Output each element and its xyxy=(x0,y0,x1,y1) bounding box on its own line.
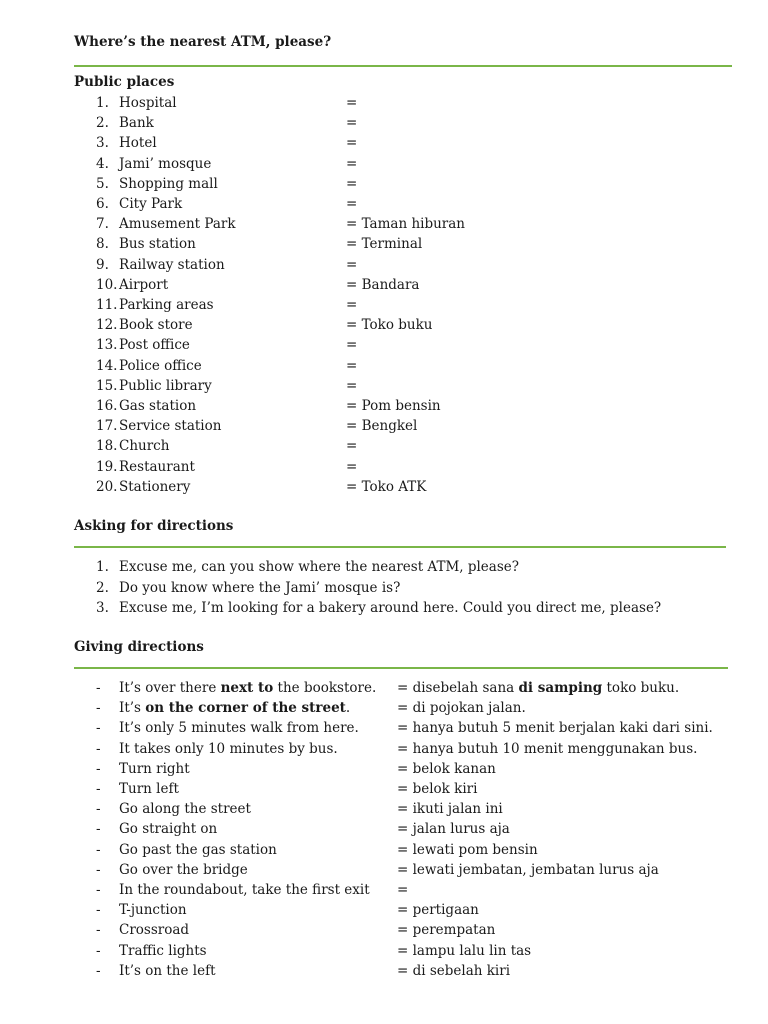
direction-english xyxy=(119,739,338,759)
text-segment: = hanya butuh 10 menit menggunakan bus. xyxy=(397,740,698,757)
direction-row xyxy=(0,880,768,900)
text-segment: = perempatan xyxy=(397,922,496,939)
place-row xyxy=(0,214,768,234)
direction-english xyxy=(119,900,187,920)
place-meaning: = xyxy=(346,337,358,354)
place-meaning: = Terminal xyxy=(346,236,423,253)
place-row xyxy=(0,194,768,214)
bullet-dash: - xyxy=(96,882,101,898)
place-row xyxy=(0,477,768,497)
direction-indonesian xyxy=(397,900,479,920)
giving-heading: Giving directions xyxy=(74,639,204,655)
place-number: 3. xyxy=(96,135,109,152)
place-number: 5. xyxy=(96,175,109,192)
place-row xyxy=(0,356,768,376)
text-segment: = di pojokan jalan. xyxy=(397,700,526,717)
place-meaning: = xyxy=(346,377,358,394)
page-title: Where’s the nearest ATM, please? xyxy=(74,34,332,50)
text-segment: Go over the bridge xyxy=(119,861,248,878)
direction-row xyxy=(0,819,768,839)
direction-row xyxy=(0,779,768,799)
asking-row xyxy=(0,578,768,598)
text-segment: Go along the street xyxy=(119,801,251,818)
place-term: Railway station xyxy=(119,256,225,273)
place-row xyxy=(0,174,768,194)
place-meaning: = xyxy=(346,357,358,374)
giving-divider xyxy=(74,667,728,669)
direction-english xyxy=(119,759,190,779)
place-term: Police office xyxy=(119,357,202,374)
bullet-dash: - xyxy=(96,740,101,757)
place-term: Post office xyxy=(119,337,190,354)
text-segment: = xyxy=(397,882,409,898)
place-number: 10. xyxy=(96,276,118,293)
bullet-dash: - xyxy=(96,821,101,838)
public-places-heading: Public places xyxy=(74,74,175,90)
place-number: 17. xyxy=(96,418,118,435)
text-segment: Turn right xyxy=(119,760,190,777)
place-number: 12. xyxy=(96,317,118,334)
bullet-dash: - xyxy=(96,760,101,777)
text-segment: the bookstore. xyxy=(273,680,377,696)
place-meaning: = Toko ATK xyxy=(346,478,427,495)
place-row xyxy=(0,376,768,396)
text-segment: In the roundabout, take the first exit xyxy=(119,882,370,898)
text-segment: It’s on the left xyxy=(119,962,216,979)
emphasized-text: on the corner of the street xyxy=(145,700,346,717)
text-segment: = belok kiri xyxy=(397,781,478,797)
direction-indonesian xyxy=(397,779,477,799)
direction-indonesian xyxy=(397,718,713,738)
place-term: Amusement Park xyxy=(119,216,236,233)
place-row xyxy=(0,133,768,153)
bullet-dash: - xyxy=(96,781,101,797)
direction-english xyxy=(119,819,217,839)
bullet-dash: - xyxy=(96,902,101,919)
title-divider xyxy=(74,65,732,67)
direction-indonesian xyxy=(397,698,526,718)
emphasized-text: next to xyxy=(220,680,274,696)
direction-english xyxy=(119,920,189,940)
place-row xyxy=(0,255,768,275)
bullet-dash: - xyxy=(96,720,101,737)
place-meaning: = Taman hiburan xyxy=(346,216,465,233)
bullet-dash: - xyxy=(96,922,101,939)
direction-row xyxy=(0,799,768,819)
place-number: 11. xyxy=(96,297,118,313)
asking-number: 2. xyxy=(96,579,109,596)
place-number: 19. xyxy=(96,458,118,475)
place-number: 9. xyxy=(96,256,109,273)
text-segment: = di sebelah kiri xyxy=(397,962,511,979)
direction-indonesian xyxy=(397,739,697,759)
place-term: Shopping mall xyxy=(119,175,218,192)
place-term: City Park xyxy=(119,196,183,212)
text-segment: toko buku. xyxy=(602,680,680,696)
direction-indonesian xyxy=(397,799,503,819)
asking-text: Excuse me, I’m looking for a bakery around here. Could you direct me, please? xyxy=(119,600,662,616)
text-segment: = belok kanan xyxy=(397,760,496,777)
direction-indonesian xyxy=(397,678,679,698)
direction-english xyxy=(119,880,370,900)
text-segment: T-junction xyxy=(119,902,187,919)
direction-row xyxy=(0,698,768,718)
direction-english xyxy=(119,961,216,981)
asking-number: 1. xyxy=(96,559,109,575)
text-segment: = lewati jembatan, jembatan lurus aja xyxy=(397,861,659,878)
text-segment: Crossroad xyxy=(119,922,190,939)
direction-row xyxy=(0,840,768,860)
direction-row xyxy=(0,860,768,880)
direction-row xyxy=(0,678,768,698)
place-term: Hospital xyxy=(119,95,177,111)
place-row xyxy=(0,315,768,335)
text-segment: Traffic lights xyxy=(119,942,207,959)
bullet-dash: - xyxy=(96,700,101,717)
bullet-dash: - xyxy=(96,962,101,979)
asking-heading: Asking for directions xyxy=(74,518,234,534)
place-number: 15. xyxy=(96,377,118,394)
place-meaning: = xyxy=(346,115,358,132)
asking-row xyxy=(0,598,768,618)
place-number: 1. xyxy=(96,95,109,111)
place-term: Public library xyxy=(119,377,212,394)
place-term: Stationery xyxy=(119,478,191,495)
bullet-dash: - xyxy=(96,841,101,858)
place-term: Hotel xyxy=(119,135,157,152)
direction-row xyxy=(0,900,768,920)
place-row xyxy=(0,457,768,477)
direction-english xyxy=(119,718,359,738)
bullet-dash: - xyxy=(96,861,101,878)
emphasized-text: di samping xyxy=(518,680,603,696)
place-number: 16. xyxy=(96,398,118,414)
text-segment: . xyxy=(345,700,351,717)
place-meaning: = Toko buku xyxy=(346,317,433,334)
text-segment: = pertigaan xyxy=(397,902,479,919)
place-row xyxy=(0,234,768,254)
place-meaning: = xyxy=(346,297,358,313)
place-row xyxy=(0,436,768,456)
place-meaning: = Pom bensin xyxy=(346,398,441,414)
direction-indonesian xyxy=(397,880,408,900)
direction-indonesian xyxy=(397,860,659,880)
asking-text: Do you know where the Jami’ mosque is? xyxy=(119,579,401,596)
place-row xyxy=(0,154,768,174)
direction-indonesian xyxy=(397,941,531,961)
place-meaning: = xyxy=(346,458,358,475)
text-segment: It’s only 5 minutes walk from here. xyxy=(119,720,359,737)
direction-indonesian xyxy=(397,920,495,940)
direction-english xyxy=(119,799,251,819)
place-row xyxy=(0,275,768,295)
place-meaning: = xyxy=(346,175,358,192)
asking-row xyxy=(0,557,768,577)
place-meaning: = Bengkel xyxy=(346,418,418,435)
direction-row xyxy=(0,961,768,981)
place-term: Book store xyxy=(119,317,193,334)
direction-english xyxy=(119,840,277,860)
direction-english xyxy=(119,860,248,880)
place-meaning: = xyxy=(346,95,358,111)
place-meaning: = xyxy=(346,256,358,273)
text-segment: = disebelah sana xyxy=(397,680,519,696)
asking-number: 3. xyxy=(96,600,109,616)
place-meaning: = xyxy=(346,155,358,172)
direction-indonesian xyxy=(397,819,510,839)
place-meaning: = Bandara xyxy=(346,276,420,293)
place-term: Bank xyxy=(119,115,154,132)
place-number: 8. xyxy=(96,236,109,253)
direction-english xyxy=(119,678,376,698)
place-term: Parking areas xyxy=(119,297,214,313)
text-segment: Turn left xyxy=(119,781,179,797)
place-row xyxy=(0,113,768,133)
direction-row xyxy=(0,759,768,779)
place-number: 20. xyxy=(96,478,118,495)
place-number: 6. xyxy=(96,196,109,212)
place-number: 18. xyxy=(96,438,118,455)
place-number: 14. xyxy=(96,357,118,374)
text-segment: Go straight on xyxy=(119,821,218,838)
place-term: Airport xyxy=(119,276,169,293)
place-term: Bus station xyxy=(119,236,196,253)
place-term: Restaurant xyxy=(119,458,195,475)
text-segment: Go past the gas station xyxy=(119,841,277,858)
asking-text: Excuse me, can you show where the nearest ATM, please? xyxy=(119,559,520,575)
place-term: Jami’ mosque xyxy=(119,155,212,172)
text-segment: = ikuti jalan ini xyxy=(397,801,503,818)
asking-divider xyxy=(74,546,726,548)
place-row xyxy=(0,295,768,315)
direction-english xyxy=(119,698,350,718)
direction-row xyxy=(0,941,768,961)
direction-english xyxy=(119,941,207,961)
place-row xyxy=(0,396,768,416)
text-segment: = hanya butuh 5 menit berjalan kaki dari sini. xyxy=(397,720,713,737)
place-row xyxy=(0,93,768,113)
text-segment: It takes only 10 minutes by bus. xyxy=(119,740,338,757)
text-segment: It’s over there xyxy=(119,680,221,696)
bullet-dash: - xyxy=(96,801,101,818)
bullet-dash: - xyxy=(96,942,101,959)
place-term: Church xyxy=(119,438,170,455)
place-term: Gas station xyxy=(119,398,197,414)
place-row xyxy=(0,335,768,355)
direction-english xyxy=(119,779,179,799)
place-number: 7. xyxy=(96,216,109,233)
place-meaning: = xyxy=(346,438,358,455)
direction-indonesian xyxy=(397,961,510,981)
direction-indonesian xyxy=(397,759,496,779)
place-meaning: = xyxy=(346,196,358,212)
direction-indonesian xyxy=(397,840,538,860)
text-segment: = lampu lalu lin tas xyxy=(397,942,532,959)
text-segment: = jalan lurus aja xyxy=(397,821,510,838)
direction-row xyxy=(0,739,768,759)
direction-row xyxy=(0,718,768,738)
direction-row xyxy=(0,920,768,940)
text-segment: It’s xyxy=(119,700,146,717)
text-segment: = lewati pom bensin xyxy=(397,841,538,858)
place-row xyxy=(0,416,768,436)
place-number: 2. xyxy=(96,115,109,132)
bullet-dash: - xyxy=(96,680,101,696)
place-term: Service station xyxy=(119,418,222,435)
place-number: 13. xyxy=(96,337,118,354)
place-meaning: = xyxy=(346,135,358,152)
place-number: 4. xyxy=(96,155,109,172)
